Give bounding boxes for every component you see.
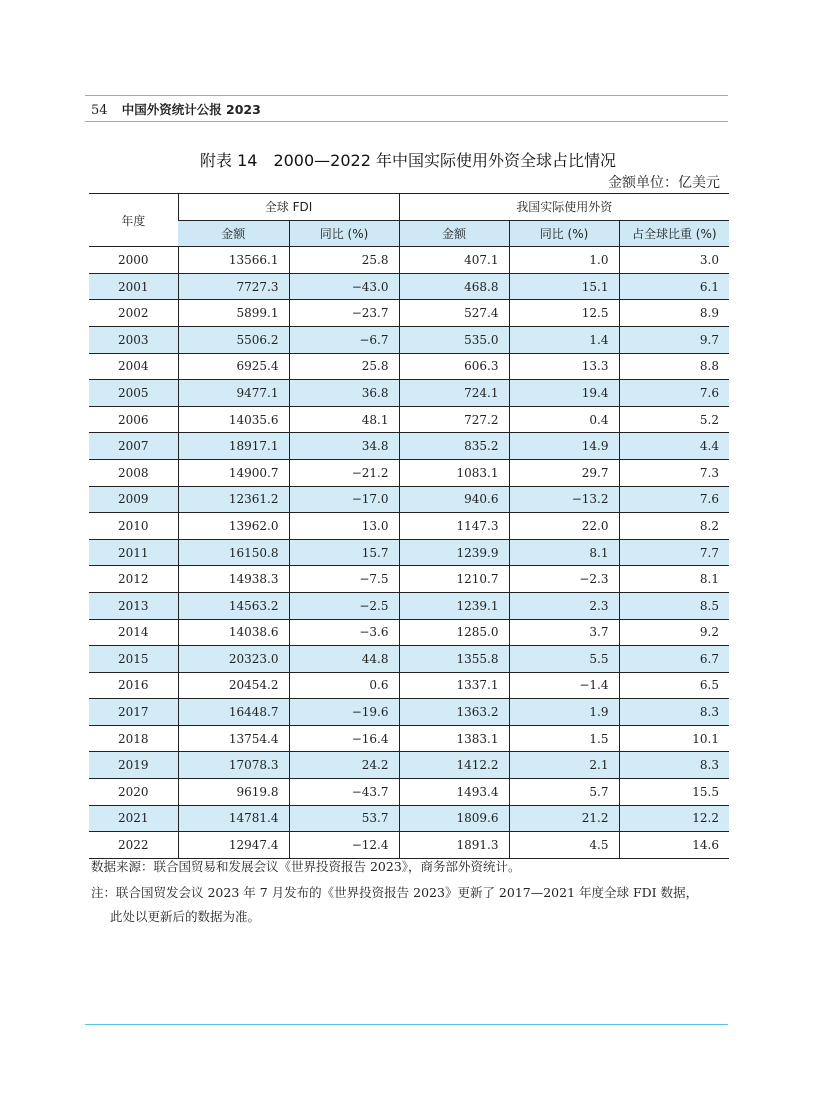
cell-c-amount: 468.8: [399, 273, 509, 300]
cell-share: 12.2: [619, 805, 729, 832]
cell-year: 2019: [89, 752, 178, 779]
col-header-global-amount: 金额: [178, 220, 289, 247]
table-row: [89, 672, 729, 699]
cell-share: 10.1: [619, 725, 729, 752]
fdi-share-table: [89, 193, 729, 859]
running-header: [91, 100, 261, 118]
table-body: [89, 247, 729, 859]
cell-year: 2012: [89, 566, 178, 593]
cell-c-amount: 407.1: [399, 247, 509, 274]
cell-year: 2005: [89, 380, 178, 407]
cell-share: 15.5: [619, 779, 729, 806]
cell-year: 2009: [89, 486, 178, 513]
cell-c-yoy: 19.4: [509, 380, 619, 407]
table-row: [89, 619, 729, 646]
cell-c-amount: 1891.3: [399, 832, 509, 859]
table-row: [89, 300, 729, 327]
col-header-china-yoy: 同比 (%): [509, 220, 619, 247]
cell-year: 2011: [89, 539, 178, 566]
cell-share: 8.3: [619, 752, 729, 779]
table-row: [89, 353, 729, 380]
col-group-china-fdi: 我国实际使用外资: [399, 194, 729, 221]
cell-share: 8.2: [619, 513, 729, 540]
cell-g-yoy: −16.4: [289, 725, 399, 752]
cell-g-yoy: −23.7: [289, 300, 399, 327]
book-title: 中国外资统计公报 2023: [121, 102, 261, 117]
cell-year: 2004: [89, 353, 178, 380]
cell-c-yoy: 2.1: [509, 752, 619, 779]
cell-year: 2008: [89, 459, 178, 486]
cell-c-amount: 727.2: [399, 406, 509, 433]
cell-c-yoy: 15.1: [509, 273, 619, 300]
cell-g-amount: 12947.4: [178, 832, 289, 859]
cell-g-yoy: −43.0: [289, 273, 399, 300]
cell-c-yoy: −1.4: [509, 672, 619, 699]
cell-c-amount: 1809.6: [399, 805, 509, 832]
cell-g-amount: 6925.4: [178, 353, 289, 380]
cell-c-amount: 724.1: [399, 380, 509, 407]
cell-g-amount: 14938.3: [178, 566, 289, 593]
cell-c-yoy: 29.7: [509, 459, 619, 486]
table-row: [89, 725, 729, 752]
cell-share: 6.7: [619, 646, 729, 673]
cell-g-amount: 7727.3: [178, 273, 289, 300]
cell-share: 6.1: [619, 273, 729, 300]
cell-c-yoy: 22.0: [509, 513, 619, 540]
footnote-line-2: 此处以更新后的数据为准。: [110, 909, 261, 924]
table-row: [89, 513, 729, 540]
cell-g-amount: 14563.2: [178, 592, 289, 619]
footnote-line-1: 注：联合国贸发会议 2023 年 7 月发布的《世界投资报告 2023》更新了 2017—2021 年度全球 FDI 数据，: [91, 885, 699, 900]
cell-g-yoy: −3.6: [289, 619, 399, 646]
cell-year: 2000: [89, 247, 178, 274]
cell-c-amount: 1337.1: [399, 672, 509, 699]
cell-c-amount: 527.4: [399, 300, 509, 327]
cell-g-yoy: 13.0: [289, 513, 399, 540]
cell-year: 2010: [89, 513, 178, 540]
cell-share: 8.3: [619, 699, 729, 726]
table-row: [89, 406, 729, 433]
table-row: [89, 247, 729, 274]
header-row-subcolumns: [89, 220, 729, 247]
cell-c-yoy: 3.7: [509, 619, 619, 646]
cell-c-yoy: 13.3: [509, 353, 619, 380]
cell-g-amount: 13962.0: [178, 513, 289, 540]
cell-year: 2003: [89, 326, 178, 353]
table-row: [89, 699, 729, 726]
col-header-share: 占全球比重 (%): [619, 220, 729, 247]
cell-year: 2001: [89, 273, 178, 300]
col-header-global-yoy: 同比 (%): [289, 220, 399, 247]
cell-g-yoy: −21.2: [289, 459, 399, 486]
cell-c-amount: 1383.1: [399, 725, 509, 752]
cell-share: 3.0: [619, 247, 729, 274]
cell-g-yoy: 15.7: [289, 539, 399, 566]
cell-c-amount: 1285.0: [399, 619, 509, 646]
table-row: [89, 752, 729, 779]
cell-g-amount: 14900.7: [178, 459, 289, 486]
cell-c-yoy: 1.5: [509, 725, 619, 752]
cell-g-yoy: −2.5: [289, 592, 399, 619]
cell-g-yoy: 0.6: [289, 672, 399, 699]
cell-g-yoy: −12.4: [289, 832, 399, 859]
cell-c-yoy: 5.7: [509, 779, 619, 806]
cell-c-yoy: 1.4: [509, 326, 619, 353]
cell-year: 2006: [89, 406, 178, 433]
table-row: [89, 459, 729, 486]
cell-c-amount: 606.3: [399, 353, 509, 380]
cell-year: 2017: [89, 699, 178, 726]
cell-g-amount: 20454.2: [178, 672, 289, 699]
table-row: [89, 380, 729, 407]
table-unit: 金额单位：亿美元: [608, 175, 720, 191]
cell-year: 2022: [89, 832, 178, 859]
cell-c-amount: 1083.1: [399, 459, 509, 486]
cell-c-yoy: 1.9: [509, 699, 619, 726]
cell-g-amount: 13566.1: [178, 247, 289, 274]
cell-g-amount: 16150.8: [178, 539, 289, 566]
cell-year: 2020: [89, 779, 178, 806]
cell-c-amount: 1239.9: [399, 539, 509, 566]
cell-g-amount: 18917.1: [178, 433, 289, 460]
cell-c-amount: 1355.8: [399, 646, 509, 673]
table-row: [89, 566, 729, 593]
cell-year: 2014: [89, 619, 178, 646]
cell-g-amount: 9619.8: [178, 779, 289, 806]
cell-share: 7.3: [619, 459, 729, 486]
table-row: [89, 779, 729, 806]
cell-g-yoy: 25.8: [289, 247, 399, 274]
cell-c-amount: 940.6: [399, 486, 509, 513]
cell-g-amount: 17078.3: [178, 752, 289, 779]
cell-c-yoy: 12.5: [509, 300, 619, 327]
table-row: [89, 832, 729, 859]
cell-c-amount: 1239.1: [399, 592, 509, 619]
cell-share: 5.2: [619, 406, 729, 433]
cell-c-amount: 1210.7: [399, 566, 509, 593]
table-row: [89, 805, 729, 832]
cell-share: 7.6: [619, 486, 729, 513]
cell-g-amount: 20323.0: [178, 646, 289, 673]
cell-year: 2013: [89, 592, 178, 619]
col-header-year: 年度: [89, 194, 178, 247]
cell-c-amount: 835.2: [399, 433, 509, 460]
cell-share: 7.7: [619, 539, 729, 566]
cell-g-amount: 9477.1: [178, 380, 289, 407]
cell-g-yoy: −17.0: [289, 486, 399, 513]
table-row: [89, 592, 729, 619]
data-source-note: 数据来源：联合国贸易和发展会议《世界投资报告 2023》，商务部外资统计。: [91, 859, 521, 874]
cell-g-yoy: 44.8: [289, 646, 399, 673]
table-row: [89, 326, 729, 353]
cell-share: 8.5: [619, 592, 729, 619]
table-row: [89, 539, 729, 566]
header-top-rule: [85, 95, 728, 96]
cell-share: 8.8: [619, 353, 729, 380]
table-row: [89, 273, 729, 300]
cell-year: 2002: [89, 300, 178, 327]
cell-c-yoy: 1.0: [509, 247, 619, 274]
cell-c-yoy: −13.2: [509, 486, 619, 513]
cell-year: 2018: [89, 725, 178, 752]
table-row: [89, 486, 729, 513]
cell-c-yoy: 8.1: [509, 539, 619, 566]
cell-g-yoy: −6.7: [289, 326, 399, 353]
cell-g-yoy: −19.6: [289, 699, 399, 726]
footer-rule: [85, 1024, 728, 1025]
cell-c-amount: 1147.3: [399, 513, 509, 540]
cell-g-amount: 5899.1: [178, 300, 289, 327]
cell-g-yoy: −7.5: [289, 566, 399, 593]
cell-share: 8.1: [619, 566, 729, 593]
cell-c-yoy: 4.5: [509, 832, 619, 859]
table-row: [89, 646, 729, 673]
cell-share: 6.5: [619, 672, 729, 699]
cell-g-amount: 16448.7: [178, 699, 289, 726]
cell-share: 8.9: [619, 300, 729, 327]
cell-g-amount: 12361.2: [178, 486, 289, 513]
cell-c-yoy: 14.9: [509, 433, 619, 460]
cell-g-yoy: −43.7: [289, 779, 399, 806]
cell-g-amount: 5506.2: [178, 326, 289, 353]
cell-year: 2015: [89, 646, 178, 673]
cell-g-yoy: 36.8: [289, 380, 399, 407]
cell-c-amount: 1412.2: [399, 752, 509, 779]
table-row: [89, 433, 729, 460]
page-number: 54: [91, 103, 108, 118]
cell-c-yoy: 21.2: [509, 805, 619, 832]
cell-g-amount: 14038.6: [178, 619, 289, 646]
cell-share: 9.2: [619, 619, 729, 646]
cell-year: 2007: [89, 433, 178, 460]
cell-c-yoy: 0.4: [509, 406, 619, 433]
cell-share: 7.6: [619, 380, 729, 407]
cell-g-yoy: 34.8: [289, 433, 399, 460]
header-row-groups: [89, 194, 729, 221]
cell-share: 14.6: [619, 832, 729, 859]
cell-share: 9.7: [619, 326, 729, 353]
cell-c-yoy: 5.5: [509, 646, 619, 673]
cell-c-yoy: −2.3: [509, 566, 619, 593]
cell-g-amount: 14781.4: [178, 805, 289, 832]
cell-c-yoy: 2.3: [509, 592, 619, 619]
cell-g-amount: 14035.6: [178, 406, 289, 433]
cell-g-yoy: 24.2: [289, 752, 399, 779]
cell-g-yoy: 48.1: [289, 406, 399, 433]
cell-year: 2016: [89, 672, 178, 699]
cell-c-amount: 1363.2: [399, 699, 509, 726]
cell-g-yoy: 25.8: [289, 353, 399, 380]
col-header-china-amount: 金额: [399, 220, 509, 247]
col-group-global-fdi: 全球 FDI: [178, 194, 399, 221]
cell-share: 4.4: [619, 433, 729, 460]
cell-year: 2021: [89, 805, 178, 832]
cell-g-amount: 13754.4: [178, 725, 289, 752]
cell-g-yoy: 53.7: [289, 805, 399, 832]
cell-c-amount: 535.0: [399, 326, 509, 353]
table-title: 附表 14 2000—2022 年中国实际使用外资全球占比情况: [200, 151, 616, 170]
cell-c-amount: 1493.4: [399, 779, 509, 806]
header-bottom-rule: [85, 121, 728, 122]
